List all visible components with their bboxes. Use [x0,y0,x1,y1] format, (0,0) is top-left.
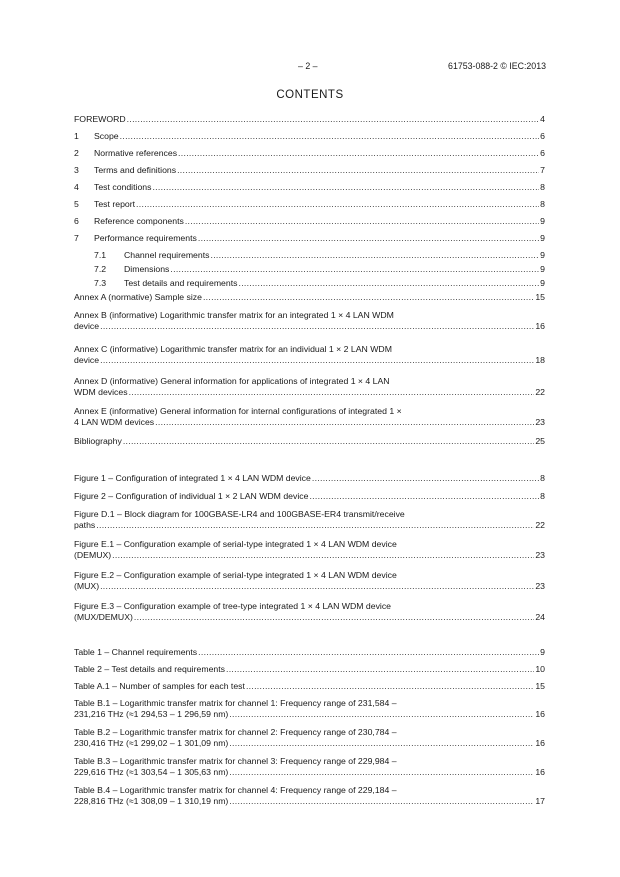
figure-title: (MUX) [74,581,100,591]
figure-title: Figure 2 – Configuration of individual 1 × 2 LAN WDM device [74,491,309,501]
toc-page-number: 16 [535,321,545,331]
leader-dots [185,216,539,227]
toc-section-number: 7.2 [94,264,107,274]
leader-dots [198,233,539,244]
figure-title-line1: Figure E.3 – Configuration example of tree-type integrated 1 × 4 LAN WDM device [74,601,392,611]
leader-dots [198,647,539,658]
leader-dots [129,387,535,398]
figure-entry[interactable] [74,539,545,561]
leader-dots [123,436,535,447]
table-page-number: 16 [535,738,545,748]
toc-entry-title: Annex A (normative) Sample size [74,292,202,302]
toc-page-number: 23 [535,417,545,427]
leader-dots [112,550,534,561]
toc-page-number: 9 [540,278,545,288]
toc-page-number: 6 [540,148,545,158]
table-title: 229,616 THz (≈1 303,54 – 1 305,63 nm) [74,767,229,777]
toc-page-number: 7 [540,165,545,175]
leader-dots [229,709,534,720]
figure-title-line1: Figure E.1 – Configuration example of serial-type integrated 1 × 4 LAN WDM device [74,539,397,549]
toc-entry-channel-requirements[interactable] [74,250,545,261]
leader-dots [246,681,534,692]
table-title-line1: Table B.1 – Logarithmic transfer matrix for channel 1: Frequency range of 231,584 – [74,698,397,708]
toc-entry-title: 4 LAN WDM devices [74,417,155,427]
leader-dots [100,355,534,366]
leader-dots [177,165,539,176]
figure-page-number: 23 [535,581,545,591]
figure-entry[interactable] [74,601,545,623]
toc-entry-bibliography[interactable] [74,436,545,447]
toc-entry-annex-a[interactable] [74,292,545,303]
table-page-number: 17 [535,796,545,806]
table-title-line1: Table B.4 – Logarithmic transfer matrix for channel 4: Frequency range of 229,184 – [74,785,397,795]
toc-page-number: 9 [540,250,545,260]
toc-entry-title: Scope [94,131,119,141]
toc-entry-title: Test conditions [94,182,152,192]
toc-section-number: 7.3 [94,278,107,288]
leader-dots [134,612,534,623]
table-page-number: 16 [535,767,545,777]
page-title: CONTENTS [276,89,344,101]
table-title: 228,816 THz (≈1 308,09 – 1 310,19 nm) [74,796,229,806]
toc-entry-title: Bibliography [74,436,122,446]
toc-entry-terms[interactable] [74,165,545,176]
figure-title-line1: Figure E.2 – Configuration example of serial-type integrated 1 × 4 LAN WDM device [74,570,397,580]
figure-entry[interactable] [74,509,545,531]
leader-dots [170,264,539,275]
toc-section-number: 1 [74,131,79,141]
table-entry[interactable] [74,785,545,807]
table-entry[interactable] [74,647,545,658]
leader-dots [178,148,539,159]
leader-dots [152,182,539,193]
toc-entry-test-conditions[interactable] [74,182,545,193]
figure-entry[interactable] [74,491,545,502]
toc-entry-title-line1: Annex E (informative) General information for internal configurations of integrated 1 × [74,406,402,416]
toc-entry-annex-c[interactable] [74,344,545,366]
figure-title: (MUX/DEMUX) [74,612,133,622]
figure-entry[interactable] [74,473,545,484]
toc-entry-title: Test details and requirements [124,278,238,288]
toc-entry-foreword[interactable] [74,114,545,125]
table-entry[interactable] [74,756,545,778]
toc-entry-performance-requirements[interactable] [74,233,545,244]
leader-dots [309,491,539,502]
toc-entry-reference-components[interactable] [74,216,545,227]
toc-page-number: 6 [540,131,545,141]
table-page-number: 15 [535,681,545,691]
document-reference: 61753-088-2 © IEC:2013 [448,61,546,71]
toc-entry-title: device [74,355,100,365]
toc-entry-title: Normative references [94,148,178,158]
toc-section-number: 3 [74,165,79,175]
figure-page-number: 8 [540,491,545,501]
leader-dots [238,278,539,289]
toc-section-number: 2 [74,148,79,158]
figure-page-number: 8 [540,473,545,483]
leader-dots [229,796,534,807]
toc-entry-title-line1: Annex C (informative) Logarithmic transfer matrix for an individual 1 × 2 LAN WDM [74,344,392,354]
table-page-number: 16 [535,709,545,719]
toc-entry-title: FOREWORD [74,114,126,124]
leader-dots [210,250,539,261]
toc-entry-title: device [74,321,100,331]
toc-page-number: 4 [540,114,545,124]
figure-title: (DEMUX) [74,550,112,560]
toc-entry-title: Test report [94,199,136,209]
leader-dots [203,292,534,303]
table-entry[interactable] [74,664,545,675]
figure-page-number: 24 [535,612,545,622]
table-entry[interactable] [74,681,545,692]
toc-entry-title: Reference components [94,216,184,226]
leader-dots [312,473,539,484]
toc-entry-test-details[interactable] [74,278,545,289]
table-title: Table 1 – Channel requirements [74,647,198,657]
toc-entry-title-line1: Annex D (informative) General information for applications of integrated 1 × 4 LAN [74,376,390,386]
figure-page-number: 22 [535,520,545,530]
toc-page-number: 18 [535,355,545,365]
leader-dots [229,738,534,749]
toc-section-number: 6 [74,216,79,226]
toc-section-number: 7 [74,233,79,243]
toc-page-number: 15 [535,292,545,302]
table-title: Table 2 – Test details and requirements [74,664,225,674]
table-entry[interactable] [74,698,545,720]
table-title-line1: Table B.2 – Logarithmic transfer matrix for channel 2: Frequency range of 230,784 – [74,727,397,737]
toc-entry-title: Channel requirements [124,250,210,260]
table-title-line1: Table B.3 – Logarithmic transfer matrix for channel 3: Frequency range of 229,984 – [74,756,397,766]
toc-entry-title: WDM devices [74,387,128,397]
table-title: 230,416 THz (≈1 299,02 – 1 301,09 nm) [74,738,229,748]
toc-entry-annex-e[interactable] [74,406,545,428]
toc-entry-annex-d[interactable] [74,376,545,398]
toc-page-number: 9 [540,216,545,226]
toc-page-number: 9 [540,233,545,243]
table-entry[interactable] [74,727,545,749]
page-header [0,61,620,75]
table-page-number: 9 [540,647,545,657]
toc-page-number: 8 [540,182,545,192]
toc-page-number: 25 [535,436,545,446]
toc-entry-test-report[interactable] [74,199,545,210]
toc-page-number: 22 [535,387,545,397]
toc-section-number: 5 [74,199,79,209]
leader-dots [155,417,534,428]
toc-section-number: 7.1 [94,250,107,260]
table-title: 231,216 THz (≈1 294,53 – 1 296,59 nm) [74,709,229,719]
toc-entry-scope[interactable] [74,131,545,142]
toc-entry-title: Terms and definitions [94,165,177,175]
figure-title-line1: Figure D.1 – Block diagram for 100GBASE-LR4 and 100GBASE-ER4 transmit/receive [74,509,405,519]
leader-dots [100,581,534,592]
figure-entry[interactable] [74,570,545,592]
toc-entry-annex-b[interactable] [74,310,545,332]
toc-entry-dimensions[interactable] [74,264,545,275]
page-number: – 2 – [298,61,318,71]
toc-entry-title-line1: Annex B (informative) Logarithmic transfer matrix for an integrated 1 × 4 LAN WDM [74,310,394,320]
toc-entry-title: Performance requirements [94,233,197,243]
figure-title: Figure 1 – Configuration of integrated 1 × 4 LAN WDM device [74,473,311,483]
leader-dots [127,114,540,125]
table-title: Table A.1 – Number of samples for each test [74,681,245,691]
leader-dots [100,321,534,332]
figure-page-number: 23 [535,550,545,560]
toc-entry-normative-references[interactable] [74,148,545,159]
toc-page-number: 8 [540,199,545,209]
leader-dots [120,131,540,142]
leader-dots [229,767,534,778]
leader-dots [136,199,539,210]
toc-page-number: 9 [540,264,545,274]
table-page-number: 10 [535,664,545,674]
figure-title: paths [74,520,96,530]
leader-dots [96,520,534,531]
leader-dots [226,664,534,675]
toc-section-number: 4 [74,182,79,192]
toc-entry-title: Dimensions [124,264,170,274]
